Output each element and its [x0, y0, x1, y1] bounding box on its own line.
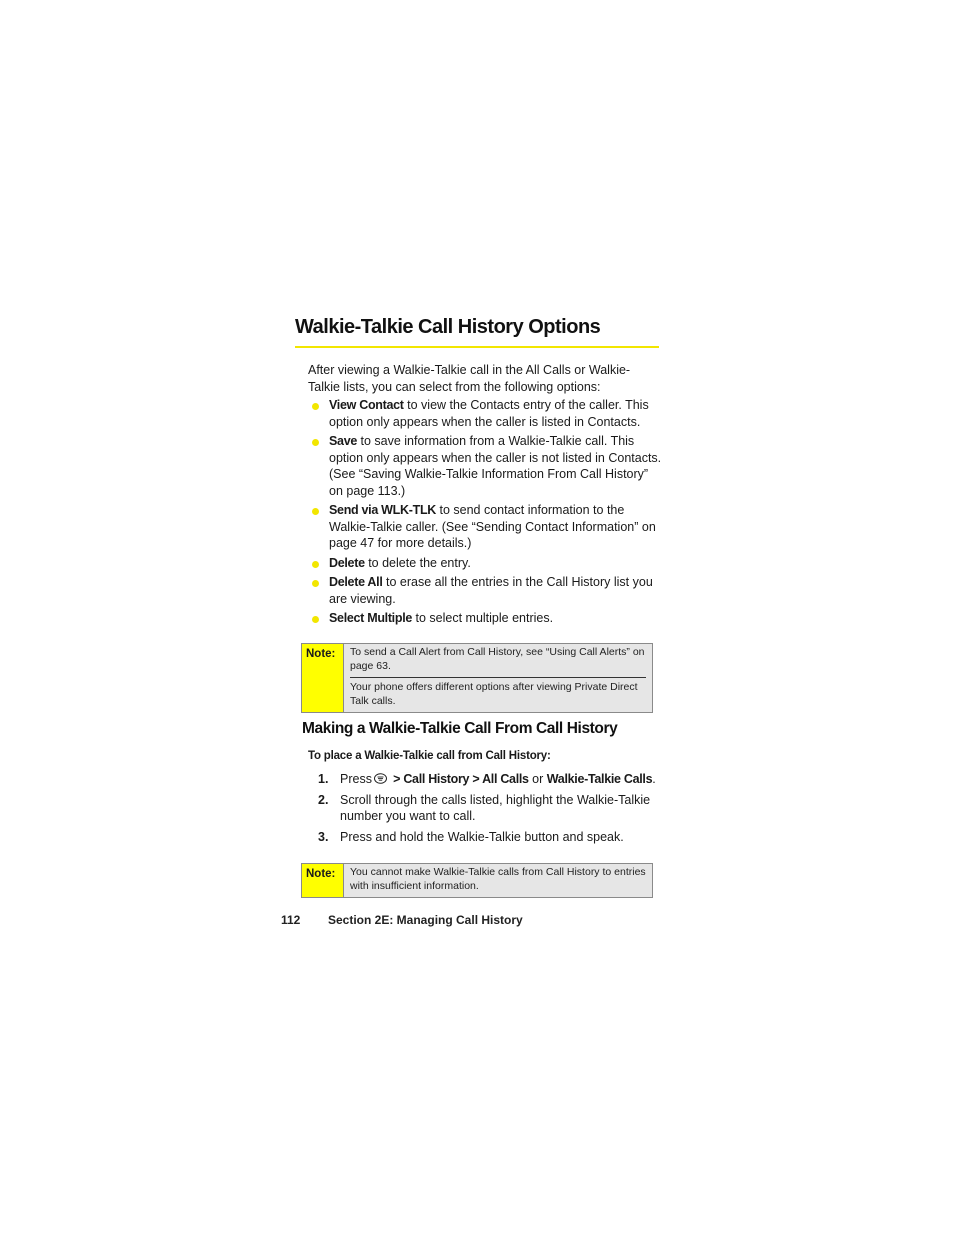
list-item	[312, 610, 662, 627]
step-text: Press	[340, 772, 372, 786]
bullet-icon	[312, 580, 319, 587]
page-title: Walkie-Talkie Call History Options	[295, 316, 601, 338]
section-label: Section 2E: Managing Call History	[328, 913, 523, 927]
note-box	[301, 643, 653, 713]
list-item	[312, 433, 662, 499]
title-underline	[295, 346, 659, 348]
option-term: Send via WLK-TLK	[329, 503, 437, 517]
step-text: .	[652, 772, 656, 786]
step-number: 2.	[318, 792, 329, 807]
list-item	[312, 397, 662, 430]
menu-path-wt-calls: Walkie-Talkie Calls	[546, 772, 653, 786]
menu-path-call-history: Call History	[403, 772, 470, 786]
bullet-icon	[312, 616, 319, 623]
note-label: Note:	[302, 864, 344, 897]
page-number: 112	[281, 913, 301, 927]
procedure-title: To place a Walkie-Talkie call from Call History:	[308, 750, 551, 762]
section-heading: Making a Walkie-Talkie Call From Call History	[302, 720, 618, 737]
note-body	[344, 864, 652, 897]
note-body	[344, 644, 652, 712]
note-box	[301, 863, 653, 898]
note-text: Your phone offers different options after viewing Private Direct Talk calls.	[350, 681, 638, 707]
menu-separator: >	[389, 772, 404, 786]
steps-list	[318, 771, 658, 849]
option-text: to erase all the entries in the Call History list you are viewing.	[329, 575, 653, 606]
note-divider	[350, 677, 646, 678]
intro-paragraph: After viewing a Walkie-Talkie call in the All Calls or Walkie-Talkie lists, you can select from the following options:	[308, 363, 631, 394]
step-text: Press and hold the Walkie-Talkie button and speak.	[340, 829, 624, 844]
note-text: To send a Call Alert from Call History, see “Using Call Alerts” on page 63.	[350, 646, 645, 672]
list-item	[312, 502, 662, 552]
note-label: Note:	[302, 644, 344, 712]
option-term: View Contact	[329, 398, 404, 412]
step-item	[318, 792, 658, 825]
menu-path-all-calls: All Calls	[482, 772, 529, 786]
note-text: You cannot make Walkie-Talkie calls from Call History to entries with insufficient information.	[350, 866, 646, 892]
option-term: Save	[329, 434, 357, 448]
step-number: 3.	[318, 829, 329, 844]
option-text: to save information from a Walkie-Talkie call. This option only appears when the caller is not listed in Contacts. (See “Saving Walkie-Talkie Information From Call History” on page 113.)	[329, 434, 662, 498]
step-number: 1.	[318, 772, 329, 786]
option-term: Delete	[329, 555, 365, 570]
option-text: to select multiple entries.	[412, 611, 554, 625]
list-item	[312, 555, 662, 572]
step-item	[318, 771, 658, 788]
step-text: Scroll through the calls listed, highlight the Walkie-Talkie number you want to call.	[340, 792, 651, 823]
menu-separator: >	[469, 772, 483, 786]
menu-key-icon	[374, 773, 387, 784]
bullet-icon	[312, 561, 319, 568]
bullet-icon	[312, 508, 319, 515]
step-text: or	[528, 772, 547, 786]
options-list	[312, 397, 662, 630]
option-text: to delete the entry.	[364, 555, 471, 570]
list-item	[312, 574, 662, 607]
option-term: Select Multiple	[329, 611, 413, 625]
option-text: to send contact information to the Walkie-Talkie caller. (See “Sending Contact Information” on page 47 for more details.)	[329, 503, 656, 550]
option-text: to view the Contacts entry of the caller. This option only appears when the caller is listed in Contacts.	[329, 398, 649, 429]
bullet-icon	[312, 439, 319, 446]
option-term: Delete All	[329, 575, 383, 589]
bullet-icon	[312, 403, 319, 410]
page-footer	[281, 913, 523, 927]
step-item	[318, 829, 658, 846]
